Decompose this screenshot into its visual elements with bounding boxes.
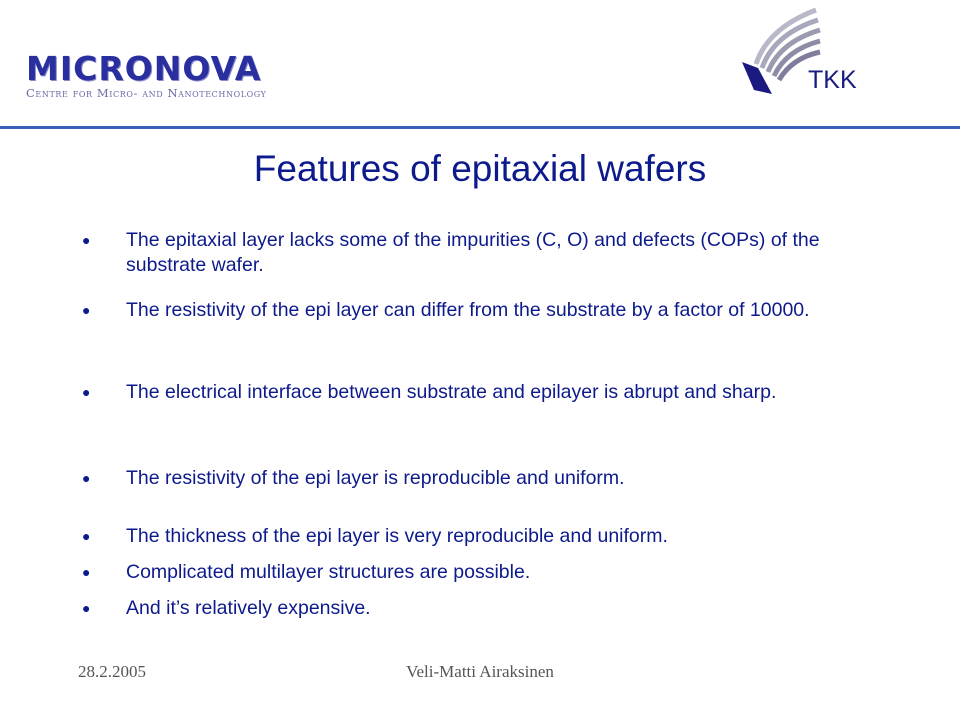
logo-text: TKK <box>808 66 857 94</box>
bullet-marker-icon: ● <box>82 564 91 580</box>
bullet-marker-icon: ● <box>82 528 91 544</box>
brand-block <box>26 50 267 100</box>
bullet-marker-icon: ● <box>82 470 91 486</box>
footer-author: Veli-Matti Airaksinen <box>406 662 554 681</box>
bullet-text: The resistivity of the epi layer is reproducible and uniform. <box>126 467 625 489</box>
bullet-marker-icon: ● <box>82 600 91 616</box>
bullet-text: The electrical interface between substrate and epilayer is abrupt and sharp. <box>126 381 777 403</box>
footer-date: 28.2.2005 <box>78 662 146 681</box>
bullet-marker-icon: ● <box>82 384 91 400</box>
bullet-text: The epitaxial layer lacks some of the impurities (C, O) and defects (COPs) of the substrate wafer. <box>126 229 820 276</box>
slide-title: Features of epitaxial wafers <box>253 148 707 189</box>
brand-subtitle: Centre for Micro- and Nanotechnology <box>26 86 267 100</box>
header-divider <box>0 126 960 129</box>
bullet-text: The resistivity of the epi layer can differ from the substrate by a factor of 10000. <box>126 299 810 321</box>
bullet-marker-icon: ● <box>82 232 91 248</box>
bullet-text: Complicated multilayer structures are possible. <box>126 561 531 583</box>
bullet-marker-icon: ● <box>82 302 91 318</box>
bullet-text: The thickness of the epi layer is very reproducible and uniform. <box>126 525 668 547</box>
brand-name: MICRONOVA <box>26 49 262 88</box>
bullet-text: And it’s relatively expensive. <box>126 597 371 619</box>
